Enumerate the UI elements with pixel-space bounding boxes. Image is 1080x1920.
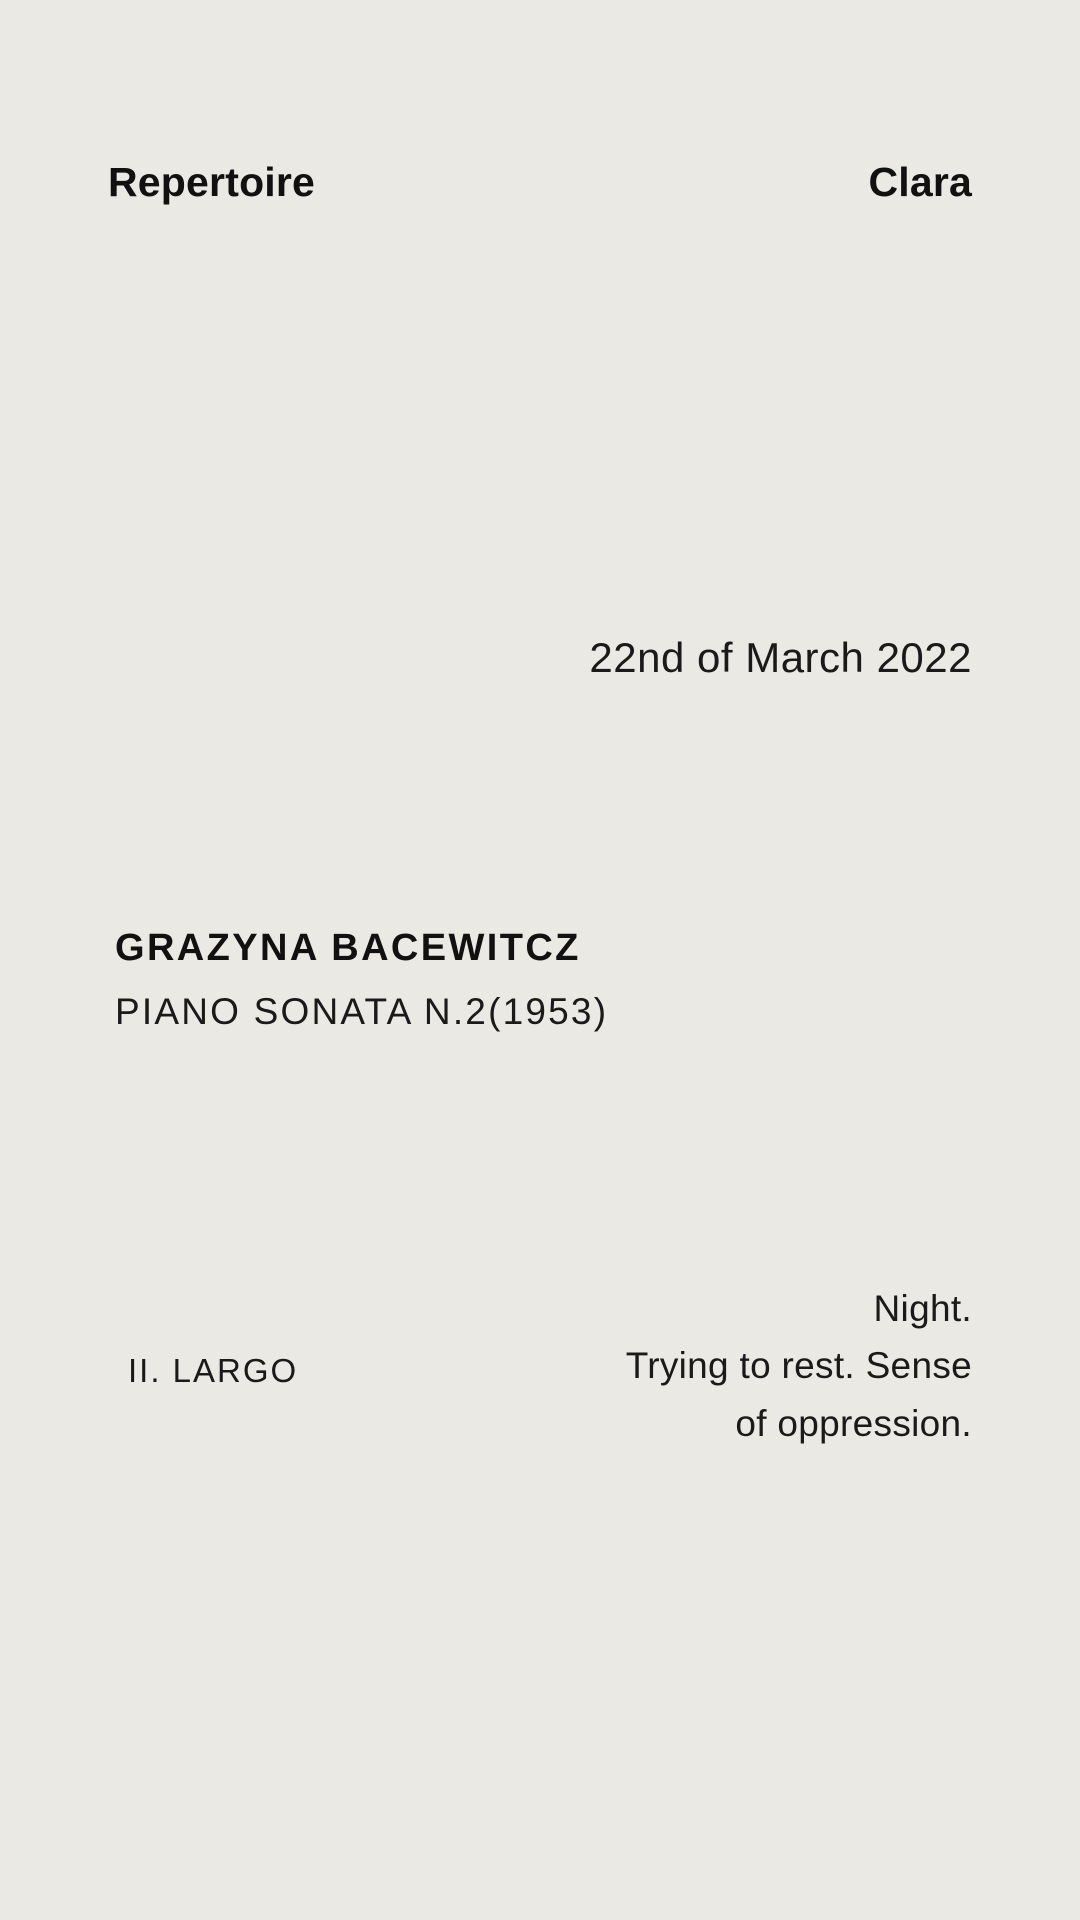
piece-title: PIANO SONATA N.2(1953) [115,990,609,1032]
header-clara-label: Clara [868,159,972,205]
movement-row [108,1280,972,1452]
movement-note: Night. Trying to rest. Sense of oppression. [625,1288,972,1444]
header-repertoire-label: Repertoire [108,159,316,205]
work-block [115,925,979,1035]
composer-name: GRAZYNA BACEWITCZ [115,927,581,969]
performance-date: 22nd of March 2022 [589,634,972,681]
movement-title: II. LARGO [128,1352,299,1389]
page-header [108,160,972,205]
date-row [108,635,972,681]
